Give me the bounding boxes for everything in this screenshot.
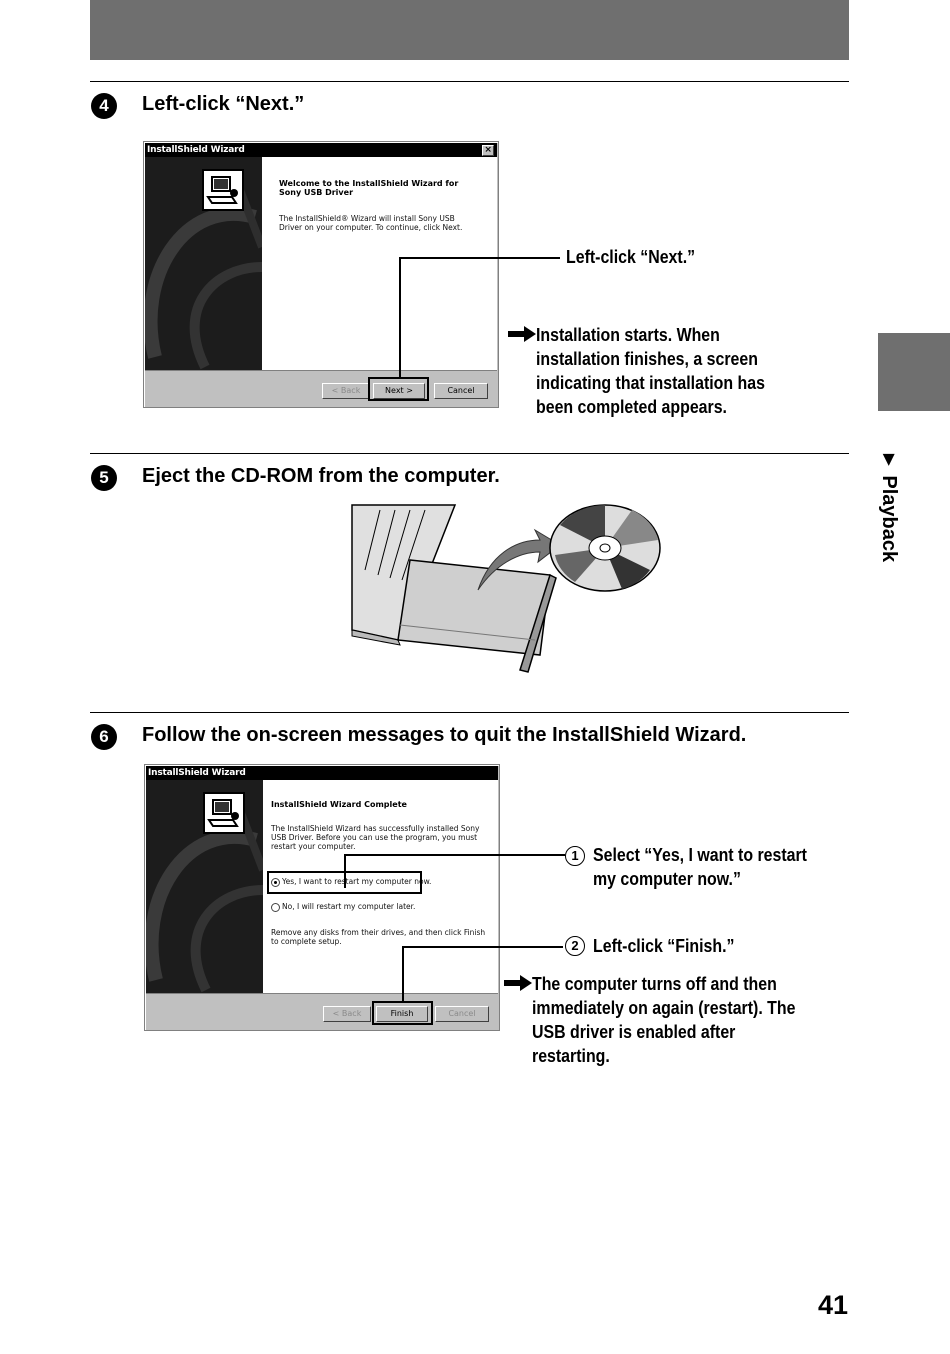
result-text — [536, 323, 765, 419]
wizard-heading: InstallShield Wizard Complete — [271, 800, 407, 809]
restart-later-radio[interactable] — [271, 903, 280, 912]
arrow-right-icon — [507, 325, 537, 343]
window-title: InstallShield Wizard — [148, 768, 246, 778]
result-line: immediately on again (restart). The — [532, 997, 796, 1018]
next-button[interactable]: Next > — [373, 383, 425, 399]
result-line: indicating that installation has — [536, 372, 765, 393]
callout-next: Left-click “Next.” — [566, 246, 696, 267]
result-line: restarting. — [532, 1045, 610, 1066]
callout-marker-2: 2 — [565, 936, 585, 956]
step-title: Follow the on-screen messages to quit the InstallShield Wizard. — [142, 724, 747, 746]
restart-later-label[interactable]: No, I will restart my computer later. — [282, 902, 416, 911]
wizard-body-text: The InstallShield® Wizard will install Sony USB Driver on your computer. To continue, click Next. — [279, 214, 463, 232]
step-number: 4 — [91, 93, 117, 119]
page-number: 41 — [817, 1290, 848, 1320]
window-title: InstallShield Wizard — [147, 145, 245, 155]
restart-now-label[interactable]: Yes, I want to restart my computer now. — [282, 877, 432, 886]
cancel-button[interactable]: Cancel — [435, 1006, 489, 1022]
wizard-side-graphic — [145, 157, 262, 370]
back-button[interactable]: < Back — [323, 1006, 371, 1022]
divider — [90, 81, 849, 82]
wizard-footer-text: Remove any disks from their drives, and then click Finish to complete setup. — [271, 928, 486, 946]
section-tab-label: ► Playback — [878, 450, 900, 563]
result-line: been completed appears. — [536, 396, 727, 417]
callout-connector — [340, 850, 570, 890]
result-line: USB driver is enabled after — [532, 1021, 736, 1042]
callout-select-yes — [593, 843, 807, 891]
next-button-highlight — [368, 377, 429, 401]
result-line: The computer turns off and then — [532, 973, 777, 994]
section-tab-marker — [878, 333, 950, 411]
divider — [90, 453, 849, 454]
installer-computer-icon — [202, 169, 244, 211]
step-title: Left-click “Next.” — [142, 93, 305, 115]
installer-computer-icon — [203, 792, 245, 834]
finish-button-highlight — [372, 1001, 433, 1025]
result-line: installation finishes, a screen — [536, 348, 758, 369]
cancel-button[interactable]: Cancel — [434, 383, 488, 399]
step-title: Eject the CD-ROM from the computer. — [142, 465, 500, 487]
close-icon[interactable]: × — [482, 145, 494, 156]
wizard-body-text: The InstallShield Wizard has successfully installed Sony USB Driver. Before you can use the program, you must restart your computer. — [271, 824, 480, 851]
callout-line: Select “Yes, I want to restart — [593, 844, 807, 865]
back-button[interactable]: < Back — [322, 383, 370, 399]
window-titlebar — [145, 143, 497, 157]
step-number: 6 — [91, 724, 117, 750]
cd-eject-illustration — [350, 500, 670, 680]
finish-button[interactable]: Finish — [376, 1006, 428, 1022]
header-band — [90, 0, 849, 60]
divider — [90, 712, 849, 713]
window-titlebar — [146, 766, 498, 780]
arrow-right-icon — [503, 974, 533, 992]
result-text — [532, 972, 795, 1068]
callout-marker-1: 1 — [565, 846, 585, 866]
wizard-heading: Welcome to the InstallShield Wizard for Sony USB Driver — [279, 179, 459, 197]
step-number: 5 — [91, 465, 117, 491]
callout-finish: Left-click “Finish.” — [593, 935, 735, 956]
result-line: Installation starts. When — [536, 324, 720, 345]
callout-line: my computer now.” — [593, 868, 741, 889]
wizard-side-graphic — [146, 780, 263, 993]
